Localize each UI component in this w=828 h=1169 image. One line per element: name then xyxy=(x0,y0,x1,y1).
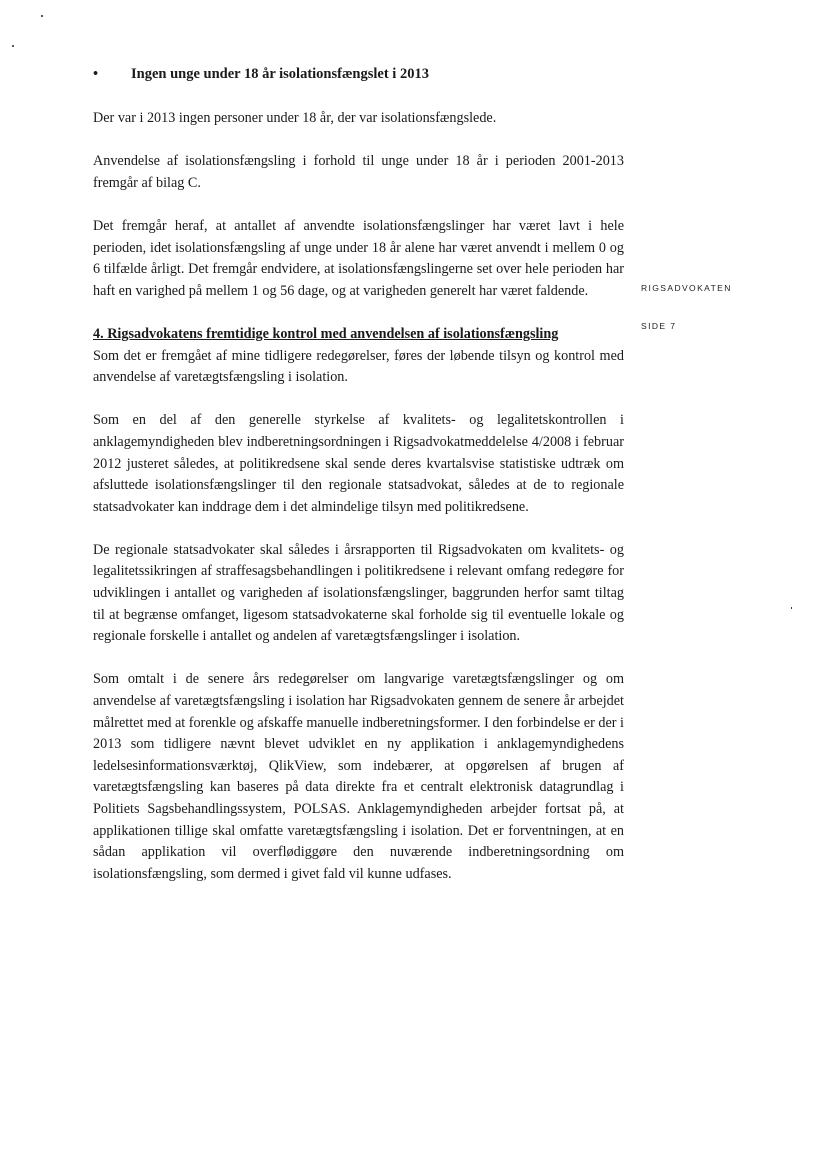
bullet-heading-text: Ingen unge under 18 år isolationsfængslet i 2013 xyxy=(131,66,429,82)
sidebar-page-number: SIDE 7 xyxy=(641,321,677,331)
paragraph: Som det er fremgået af mine tidligere redegørelser, føres der løbende tilsyn og kontrol med anvendelse af varetægtsfængsling i isolation. xyxy=(93,347,624,386)
scan-speck xyxy=(41,15,43,17)
bullet-heading xyxy=(93,64,429,84)
paragraph: Som omtalt i de senere års redegørelser om langvarige varetægtsfængslinger og om anvendelse af varetægtsfængsling i isolation har Rigsadvokaten gennem de senere år arbejdet målrettet med at forenkle og afskaffe manuelle indberetningsformer. I den forbindelse er der i 2013 som tidligere nævnt blevet udviklet en ny applikation i anklagemyndighedens ledelsesinformationsværktøj, QlikView, som indebærer, at opgørelsen af brugen af varetægtsfængsling kan baseres på data direkte fra et centralt elektronisk datagrundlag i Politiets Sagsbehandlingssystem, POLSAS. Anklagemyndigheden arbejder fortsat på, at applikationen tillige skal omfatte varetægtsfængsling i isolation. Det er forventningen, at en sådan applikation vil overflødiggøre den nuværende indberetningsordning om isolationsfængsling, som dermed i givet fald vil kunne udfases. xyxy=(93,671,624,882)
paragraph: Som en del af den generelle styrkelse af kvalitets- og legalitetskontrollen i anklagemyndigheden blev indberetningsordningen i Rigsadvokatmeddelelse 4/2008 i februar 2012 justeret således, at politikredsene skal sende deres kvartalsvise statistiske udtræk om afsluttede isolationsfængslinger til den regionale statsadvokat, således at de to regionale statsadvokater kan inddrage dem i det almindelige tilsyn med politikredsene. xyxy=(93,412,624,515)
paragraph: De regionale statsadvokater skal således i årsrapporten til Rigsadvokaten om kvalitets- og legalitetssikringen af straffesagsbehandlingen i politikredsene i relevant omfang redegøre for udviklingen i antallet og varigheden af isolationsfængslinger, baggrunden herfor samt tiltag til at begrænse omfanget, ligesom statsadvokaterne skal forholde sig til eventuelle lokale og regionale forskelle i antallet og andelen af varetægtsfængslinger i isolation. xyxy=(93,541,624,645)
paragraph: Det fremgår heraf, at antallet af anvendte isolationsfængslinger har været lavt i hele perioden, idet isolationsfængsling af unge under 18 år alene har været anvendt i mellem 0 og 6 tilfælde årligt. Det fremgår endvidere, at isolationsfængslingerne set over hele perioden har haft en varighed på mellem 1 og 56 dage, og at varigheden generelt har været faldende. xyxy=(93,217,624,299)
section-heading: 4. Rigsadvokatens fremtidige kontrol med anvendelsen af isolationsfængsling xyxy=(93,325,559,342)
paragraph: Der var i 2013 ingen personer under 18 år, der var isolationsfængslede. xyxy=(93,110,497,126)
paragraph: Anvendelse af isolationsfængsling i forhold til unge under 18 år i perioden 2001-2013 fremgår af bilag C. xyxy=(93,153,624,191)
bullet-symbol: • xyxy=(93,66,99,82)
sidebar-organization: RIGSADVOKATEN xyxy=(641,283,732,293)
scan-speck xyxy=(12,45,14,47)
scan-speck xyxy=(791,607,792,609)
body-text xyxy=(93,108,624,885)
